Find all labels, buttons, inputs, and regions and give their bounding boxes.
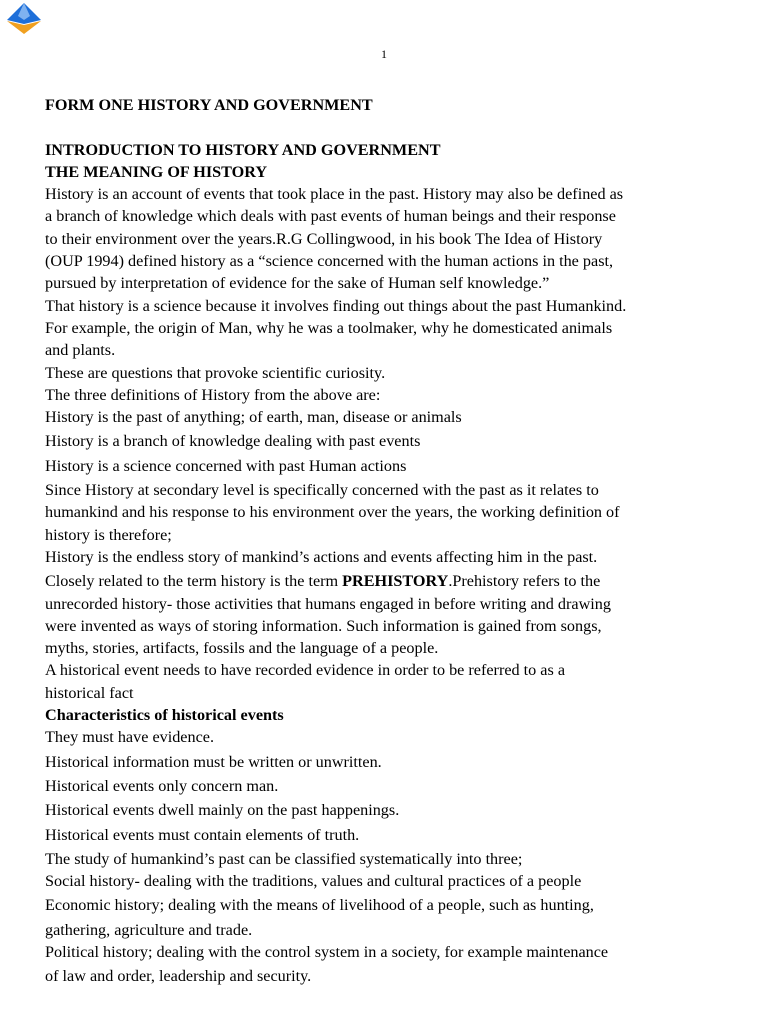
text-line: pursued by interpretation of evidence for the sake of Human self knowledge.” bbox=[45, 274, 550, 293]
prehistory-tail-text: .Prehistory refers to the bbox=[448, 572, 601, 591]
class-text: Political history; dealing with the control system in a society, for example maintenance bbox=[45, 942, 609, 961]
text-line: (OUP 1994) defined history as a “science concerned with the human actions in the past, bbox=[45, 252, 614, 271]
page-number: 1 bbox=[381, 47, 387, 61]
definition-text: History is a branch of knowledge dealing with past events bbox=[45, 432, 421, 451]
text-line: historical fact bbox=[45, 683, 134, 702]
definition-item bbox=[45, 406, 735, 430]
characteristic-text: Historical information must be written or unwritten. bbox=[45, 752, 382, 771]
class-continuation-text: gathering, agriculture and trade. bbox=[45, 920, 253, 939]
prehistory-lead-text: Closely related to the term history is the term bbox=[45, 572, 343, 591]
class-text: Social history- dealing with the traditions, values and cultural practices of a people bbox=[45, 872, 582, 891]
class-continuation-text: of law and order, leadership and security. bbox=[45, 967, 312, 986]
characteristic-item bbox=[45, 824, 735, 848]
text-line: unrecorded history- those activities that humans engaged in before writing and drawing bbox=[45, 594, 611, 613]
characteristics-heading: Characteristics of historical events bbox=[45, 706, 284, 725]
text-line: were invented as ways of storing information. Such information is gained from songs, bbox=[45, 616, 602, 635]
text-line: history is therefore; bbox=[45, 525, 172, 544]
characteristic-text: Historical events dwell mainly on the past happenings. bbox=[45, 801, 400, 820]
characteristic-text: Historical events only concern man. bbox=[45, 776, 279, 795]
text-line: These are questions that provoke scientific curiosity. bbox=[45, 363, 386, 382]
working-definition-item bbox=[45, 546, 735, 570]
characteristic-text: Historical events must contain elements of truth. bbox=[45, 825, 360, 844]
definition-item bbox=[45, 430, 735, 454]
text-line: A historical event needs to have recorded evidence in order to be referred to as a bbox=[45, 661, 566, 680]
class-text: Economic history; dealing with the means of livelihood of a people, such as hunting, bbox=[45, 896, 594, 915]
text-line: That history is a science because it involves finding out things about the past Humankind. bbox=[45, 296, 627, 315]
text-line: a branch of knowledge which deals with past events of human beings and their response bbox=[45, 207, 616, 226]
text-line: For example, the origin of Man, why he was a toolmaker, why he domesticated animals bbox=[45, 318, 613, 337]
prehistory-term: PREHISTORY bbox=[342, 572, 449, 591]
section-heading-meaning: THE MEANING OF HISTORY bbox=[45, 162, 268, 181]
prehistory-line bbox=[45, 570, 735, 592]
class-item-economic bbox=[45, 894, 735, 918]
blue-diamond-logo-icon bbox=[4, 2, 44, 36]
characteristic-item bbox=[45, 726, 735, 750]
text-line: and plants. bbox=[45, 341, 116, 360]
class-item-social bbox=[45, 870, 735, 894]
text-line: History is an account of events that took place in the past. History may also be defined as bbox=[45, 185, 624, 204]
blank-line bbox=[45, 116, 735, 138]
definition-item bbox=[45, 455, 735, 479]
text-line: myths, stories, artifacts, fossils and the language of a people. bbox=[45, 639, 439, 658]
class-item-political bbox=[45, 941, 735, 965]
working-definition-text: History is the endless story of mankind’s actions and events affecting him in the past. bbox=[45, 547, 598, 566]
classification-intro: The study of humankind’s past can be classified systematically into three; bbox=[45, 849, 523, 868]
text-line: to their environment over the years.R.G Collingwood, in his book The Idea of History bbox=[45, 229, 603, 248]
text-line: The three definitions of History from the above are: bbox=[45, 385, 381, 404]
definition-text: History is a science concerned with past Human actions bbox=[45, 456, 407, 475]
section-heading-intro: INTRODUCTION TO HISTORY AND GOVERNMENT bbox=[45, 140, 441, 159]
definition-text: History is the past of anything; of earth, man, disease or animals bbox=[45, 408, 462, 427]
text-line: humankind and his response to his environment over the years, the working definition of bbox=[45, 503, 620, 522]
document-title: FORM ONE HISTORY AND GOVERNMENT bbox=[45, 96, 373, 114]
characteristic-item bbox=[45, 751, 735, 775]
document-body bbox=[45, 94, 735, 988]
characteristic-text: They must have evidence. bbox=[45, 728, 215, 747]
characteristic-item bbox=[45, 799, 735, 823]
text-line: Since History at secondary level is specifically concerned with the past as it relates to bbox=[45, 481, 599, 500]
characteristic-item bbox=[45, 775, 735, 799]
